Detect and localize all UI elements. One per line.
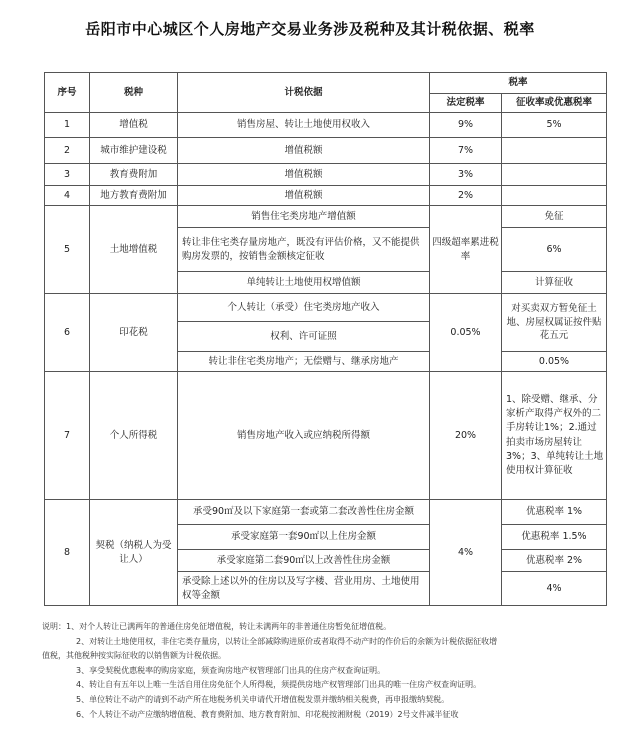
row-no: 3 (45, 164, 90, 186)
row-levy-rate: 优惠税率 1.5% (502, 525, 607, 550)
row-levy-rate: 对买卖双方暂免征土地、房屋权属证按件贴花五元 (502, 294, 607, 352)
row-no: 6 (45, 294, 90, 372)
row-levy-rate: 0.05% (502, 352, 607, 372)
row-levy-rate: 4% (502, 572, 607, 606)
page-title: 岳阳市中心城区个人房地产交易业务涉及税种及其计税依据、税率 (85, 20, 535, 38)
row-tax: 增值税 (90, 113, 178, 138)
row-basis: 转让非住宅类存量房地产，既没有评估价格，又不能提供购房发票的，按销售金额核定征收 (178, 228, 430, 272)
row-basis: 承受除上述以外的住房以及写字楼、营业用房、土地使用权等金额 (178, 572, 430, 606)
row-levy-rate (502, 138, 607, 164)
tax-table (44, 72, 607, 606)
row-no: 5 (45, 206, 90, 294)
row-tax: 印花税 (90, 294, 178, 372)
table-row (45, 186, 607, 206)
row-no: 2 (45, 138, 90, 164)
row-levy-rate: 计算征收 (502, 272, 607, 294)
row-levy-rate (502, 164, 607, 186)
table-row (45, 113, 607, 138)
row-tax: 教育费附加 (90, 164, 178, 186)
header-no: 序号 (45, 73, 90, 113)
header-levy-rate: 征收率或优惠税率 (502, 94, 607, 113)
note-line: 5、单位转让不动产的请到不动产所在地税务机关申请代开增值税发票并缴纳相关税费，再申报缴纳契税。 (76, 694, 450, 704)
row-no: 4 (45, 186, 90, 206)
note-line: 说明：1、对个人转让已满两年的普通住房免征增值税，转让未满两年的非普通住房暂免征增值税。 (42, 622, 392, 631)
row-tax: 城市维护建设税 (90, 138, 178, 164)
row-basis: 单纯转让土地使用权增值额 (178, 272, 430, 294)
row-levy-rate: 优惠税率 1% (502, 500, 607, 525)
row-legal-rate: 2% (430, 186, 502, 206)
row-basis: 增值税额 (178, 186, 430, 206)
row-basis: 销售住宅类房地产增值额 (178, 206, 430, 228)
row-tax: 契税（纳税人为受让人） (90, 500, 178, 606)
table-row (45, 138, 607, 164)
row-levy-rate: 免征 (502, 206, 607, 228)
row-levy-rate: 优惠税率 2% (502, 550, 607, 572)
note-line: 2、对转让土地使用权，非住宅类存量房，以转让全部减除购进原价或者取得不动产时的作价后的余额为计税依据征收增 (76, 636, 498, 646)
header-basis: 计税依据 (178, 73, 430, 113)
table-row (45, 294, 607, 322)
row-basis: 转让非住宅类房地产；无偿赠与、继承房地产 (178, 352, 430, 372)
row-legal-rate: 9% (430, 113, 502, 138)
row-legal-rate: 4% (430, 500, 502, 606)
table-row (45, 164, 607, 186)
table-row (45, 206, 607, 228)
row-basis: 增值税额 (178, 164, 430, 186)
row-no: 1 (45, 113, 90, 138)
row-basis: 销售房屋、转让土地使用权收入 (178, 113, 430, 138)
header-rate: 税率 (430, 73, 607, 94)
row-levy-rate: 6% (502, 228, 607, 272)
row-legal-rate: 四级超率累进税率 (430, 206, 502, 294)
row-basis: 承受家庭第一套90㎡以上住房金额 (178, 525, 430, 550)
note-line: 3、享受契税优惠税率的购房家庭，须查询房地产权管理部门出具的住房产权查询证明。 (76, 665, 386, 675)
row-levy-rate (502, 186, 607, 206)
note-line: 4、转让自有五年以上唯一生活自用住房免征个人所得税，须提供房地产权管理部门出具的唯一住房产权查询证明。 (76, 680, 482, 690)
row-basis: 个人转让（承受）住宅类房地产收入 (178, 294, 430, 322)
row-legal-rate: 7% (430, 138, 502, 164)
row-levy-rate: 1、除受赠、继承、分家析产取得产权外的二手房转让1%；2.通过拍卖市场房屋转让3%；3、单纯转让土地使用权计算征收 (502, 372, 607, 500)
row-basis: 承受90㎡及以下家庭第一套或第二套改善性住房金额 (178, 500, 430, 525)
row-tax: 地方教育费附加 (90, 186, 178, 206)
notes (42, 620, 608, 722)
row-legal-rate: 0.05% (430, 294, 502, 372)
row-tax: 个人所得税 (90, 372, 178, 500)
row-basis: 销售房地产收入或应纳税所得额 (178, 372, 430, 500)
note-line: 6、个人转让不动产应缴纳增值税、教育费附加、地方教育附加、印花税按湘财税（2019）2号文件减半征收 (76, 709, 459, 719)
table-row (45, 500, 607, 525)
row-basis: 承受家庭第二套90㎡以上改善性住房金额 (178, 550, 430, 572)
row-no: 8 (45, 500, 90, 606)
row-legal-rate: 20% (430, 372, 502, 500)
row-legal-rate: 3% (430, 164, 502, 186)
header-tax: 税种 (90, 73, 178, 113)
row-tax: 土地增值税 (90, 206, 178, 294)
row-basis: 增值税额 (178, 138, 430, 164)
row-levy-rate: 5% (502, 113, 607, 138)
table-row (45, 372, 607, 500)
row-no: 7 (45, 372, 90, 500)
header-legal-rate: 法定税率 (430, 94, 502, 113)
note-line: 值税，其他税种按实际征收的以销售额为计税依据。 (42, 651, 226, 661)
row-basis: 权利、许可证照 (178, 322, 430, 352)
